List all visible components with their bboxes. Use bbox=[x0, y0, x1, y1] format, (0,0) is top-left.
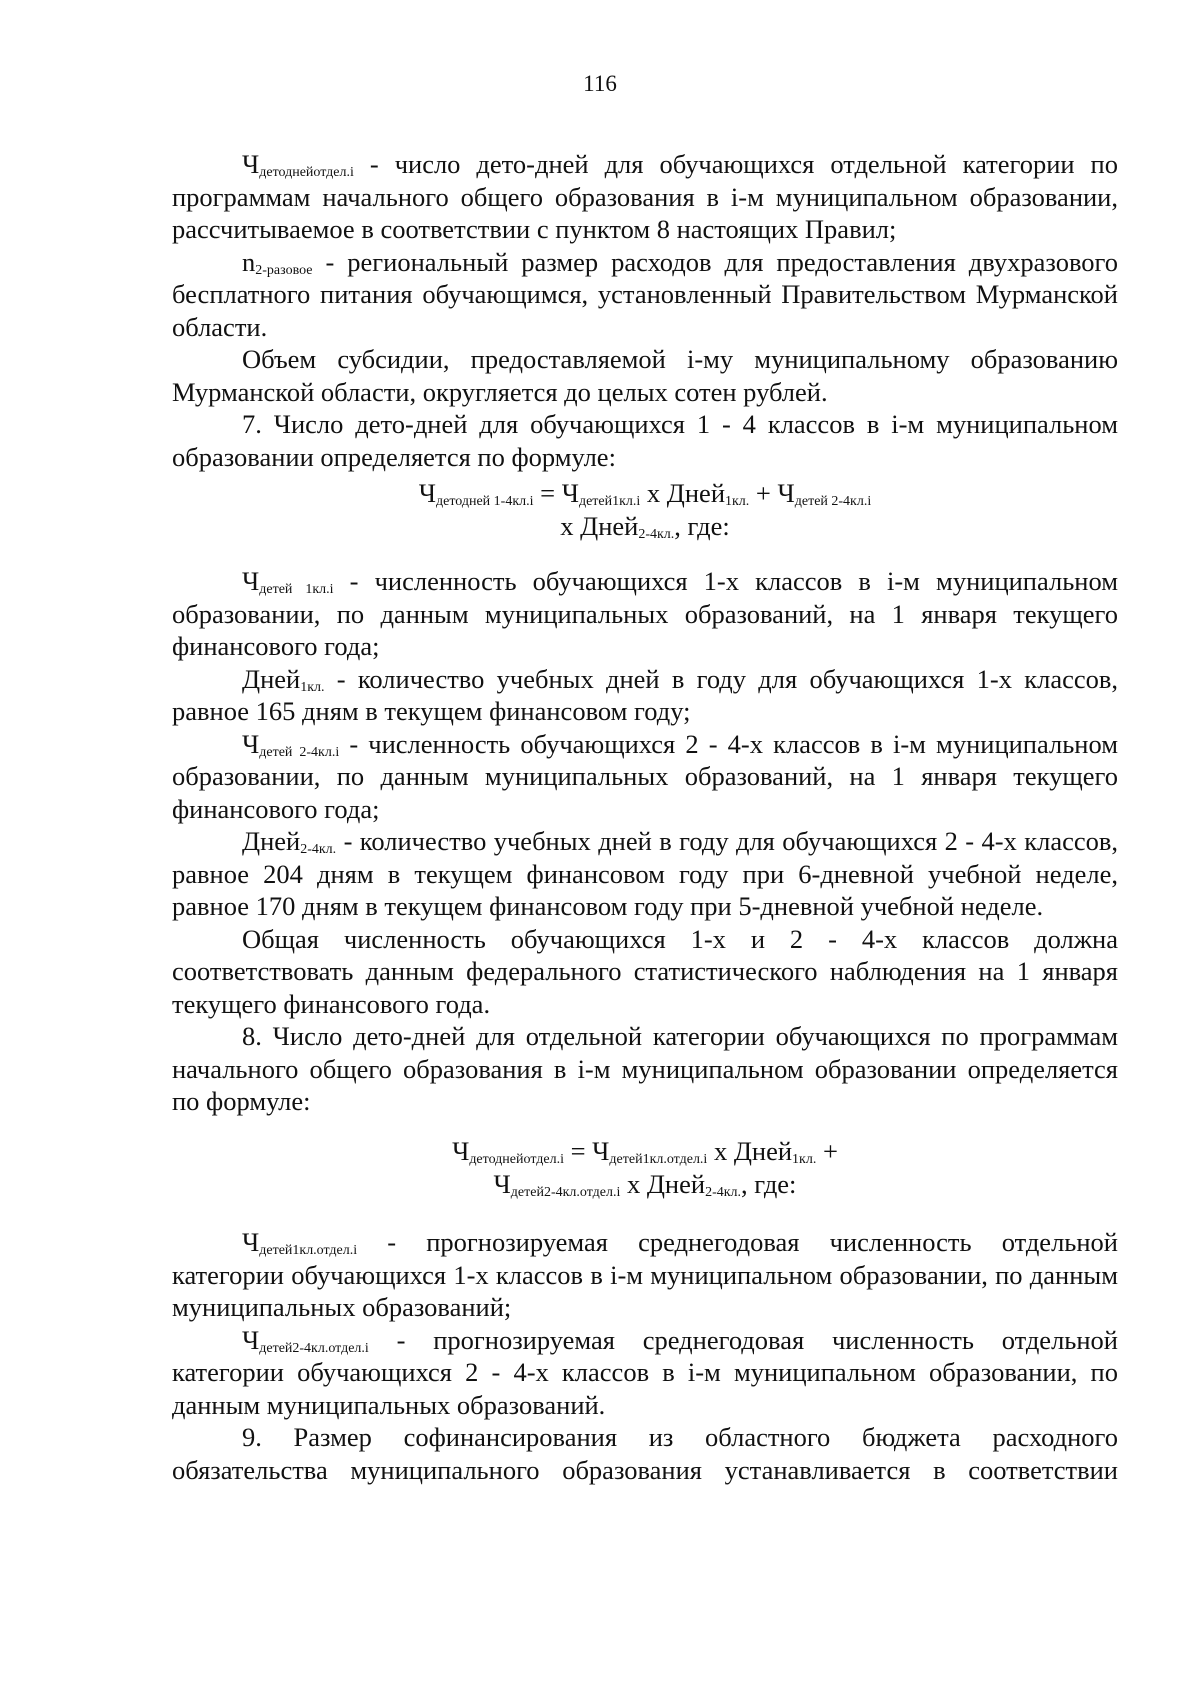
definition-text: - число дето-дней для обучающихся отдельной категории по программам начального общего образования в i-м муниципальном образовании, рассчитываемое в соответствии с пунктом 8 настоящих Правил; bbox=[172, 149, 1118, 244]
formula-1 bbox=[172, 477, 1118, 542]
formula-2 bbox=[172, 1135, 1118, 1200]
definition-item bbox=[172, 246, 1118, 344]
formula-1-line-1: $Ч_{детодней 1-4кл.i} = Ч_{детей1кл.i}$ х Дней$_{1кл.}$ + $Ч_{детей 2-4кл.i}$ bbox=[418, 478, 872, 509]
definition-item: Дней$_{1кл.}$ - количество учебных дней в году для обучающихся 1-х классов, равное 165 дням в текущем финансовом году; bbox=[172, 663, 1118, 726]
definitions-8 bbox=[172, 1226, 1118, 1486]
definition-subscript: детоднейотдел.i bbox=[259, 165, 354, 180]
definition-symbol: Ч bbox=[242, 149, 260, 179]
paragraph-subsidy: Объем субсидии, предоставляемой i-му муниципальному образованию Мурманской области, округляется до целых сотен рублей. bbox=[172, 344, 1118, 407]
paragraph-total: Общая численность обучающихся 1-х и 2 - 4-х классов должна соответствовать данным федерального статистического наблюдения на 1 января текущего финансового года. bbox=[172, 923, 1118, 1019]
formula-2-line-2: $Ч_{детей2-4кл.отдел.i}$ х Дней$_{2-4кл.}$, где: bbox=[493, 1168, 797, 1200]
paragraph-8: 8. Число дето-дней для отдельной категории обучающихся по программам начального общего образования в i-м муниципальном образовании определяется по формуле: bbox=[172, 1021, 1118, 1116]
definitions-top bbox=[172, 148, 1118, 473]
definition-item: $Ч_{детей 2-4кл.i}$ - численность обучающихся 2 - 4-х классов в i-м муниципальном образовании, по данным муниципальных образований, на 1 января текущего финансового года; bbox=[172, 728, 1118, 824]
definition-item: $Ч_{детей 1кл.i}$ - численность обучающихся 1-х классов в i-м муниципальном образовании, по данным муниципальных образований, на 1 января текущего финансового года; bbox=[172, 566, 1118, 661]
definition-subscript: 2-разовое bbox=[255, 262, 313, 278]
definition-symbol: n bbox=[242, 246, 256, 277]
paragraph-7: 7. Число дето-дней для обучающихся 1 - 4 классов в i-м муниципальном образовании определяется по формуле: bbox=[172, 409, 1118, 472]
definitions-7 bbox=[172, 565, 1118, 1118]
formula-2-line-1: $Ч_{детоднейотдел.i} = Ч_{детей1кл.отдел.i}$ х Дней$_{1кл.}$ + bbox=[452, 1136, 838, 1167]
paragraph-9: 9. Размер софинансирования из областного бюджета расходного обязательства муниципального образования устанавливается в соответствии bbox=[172, 1422, 1118, 1485]
definition-item: $Ч_{детей2-4кл.отдел.i}$ - прогнозируемая среднегодовая численность отдельной категории обучающихся 2 - 4-х классов в i-м муниципальном образовании, по данным муниципальных образований. bbox=[172, 1324, 1118, 1420]
formula-1-line-2: х Дней$_{2-4кл.}$, где: bbox=[560, 510, 730, 542]
page-number: 116 bbox=[583, 71, 617, 96]
definition-item: $Ч_{детей1кл.отдел.i}$ - прогнозируемая среднегодовая численность отдельной категории обучающихся 1-х классов в i-м муниципальном образовании, по данным муниципальных образований; bbox=[172, 1227, 1118, 1322]
definition-item: Дней$_{2-4кл.}$ - количество учебных дней в году для обучающихся 2 - 4-х классов, равное 204 дням в текущем финансовом году при 6-дневной учебной неделе, равное 170 дням в текущем финансовом году при 5-дневной учебной неделе. bbox=[172, 826, 1118, 921]
definition-item bbox=[172, 148, 1118, 246]
definition-text: - региональный размер расходов для предоставления двухразового бесплатного питания обучающимся, установленный Правительством Мурманской области. bbox=[172, 246, 1118, 342]
